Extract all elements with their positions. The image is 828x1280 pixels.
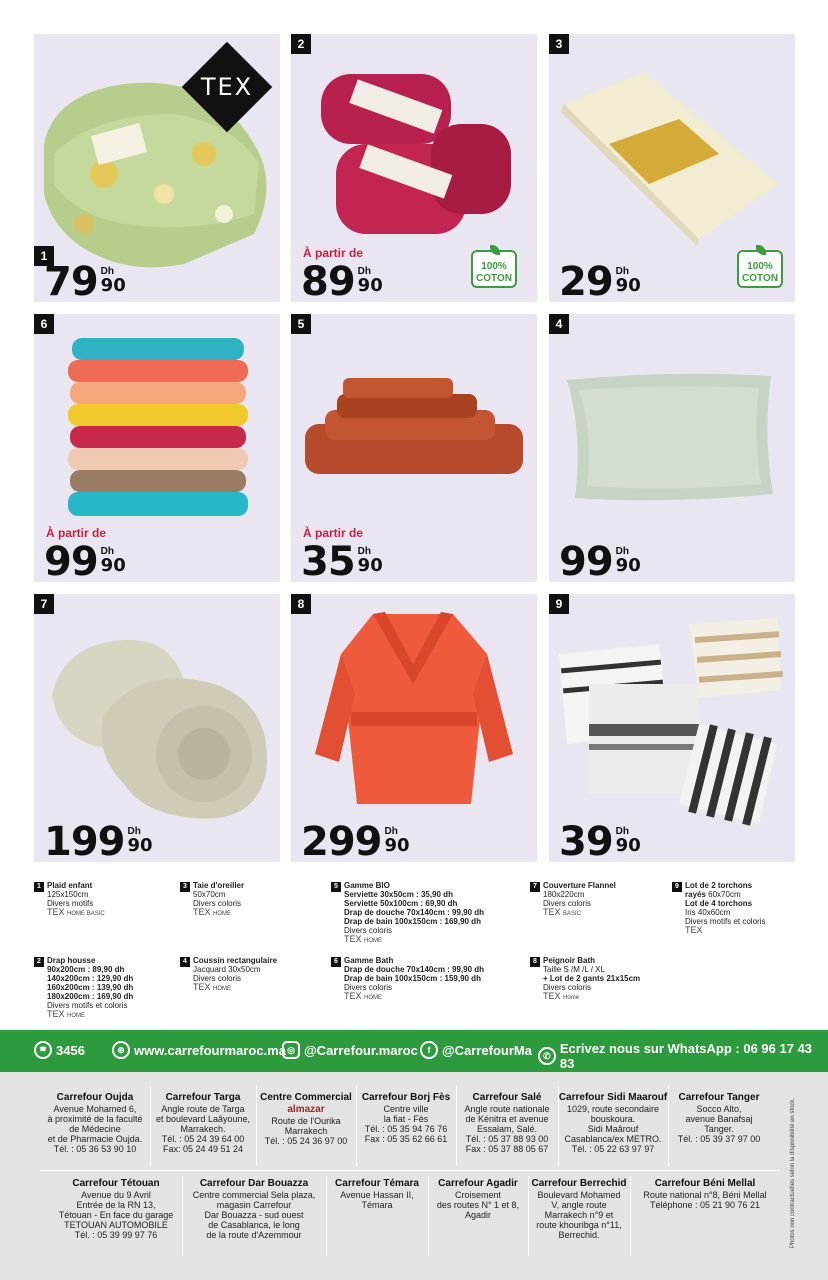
product-number: 5 xyxy=(291,314,311,334)
store-beni-mellal: Carrefour Béni Mellal Route national n°8, Béni Mellal Téléphone : 05 21 90 76 21 xyxy=(643,1178,767,1210)
price: 29 Dh 90 xyxy=(559,259,641,305)
product-number: 3 xyxy=(549,34,569,54)
store-tetouan: Carrefour Tétouan Avenue du 9 Avril Entrée de la RN 13, Tétouan - En face du garage TETOUAN AUTOMOBILE Tél. : 05 39 99 97 76 xyxy=(58,1178,174,1240)
globe-icon: ⊕ xyxy=(112,1041,130,1059)
instagram-icon: ◎ xyxy=(282,1041,300,1059)
product-card-2[interactable] xyxy=(291,34,537,305)
product-number: 8 xyxy=(291,594,311,614)
whatsapp-link[interactable]: ✆ Ecrivez nous sur WhatsApp : 06 96 17 43 83 xyxy=(538,1041,828,1071)
price: 35 Dh 90 xyxy=(301,539,383,585)
product-desc-7: 7 Couverture Flannel 180x220cm Divers coloris TEX BASIC xyxy=(530,881,670,919)
store-borj-fes: Carrefour Borj Fès Centre ville la fiat - Fès Tél. : 05 35 94 76 76 Fax : 05 35 62 66 61 xyxy=(361,1092,451,1144)
tex-logo: TEX xyxy=(182,42,272,132)
phone-icon: ☎ xyxy=(34,1041,52,1059)
product-number: 9 xyxy=(549,594,569,614)
store-dar-bouazza: Carrefour Dar Bouazza Centre commercial Sela plaza, magasin Carrefour Dar Bouazza - sud ouest de Casablanca, le long de la route d'Azemmour xyxy=(192,1178,316,1240)
store-sidi-maarouf: Carrefour Sidi Maarouf 1029, route secondaire bouskoura. Sidi Maârouf Casablanca/ex METRO. Tél. : 05 22 63 97 97 xyxy=(558,1092,668,1154)
price: 79 Dh 90 xyxy=(44,259,126,305)
whatsapp-icon: ✆ xyxy=(538,1047,556,1065)
product-desc-1: 1 Plaid enfant 125x150cm Divers motifs TEX HOME BASIC xyxy=(34,881,174,919)
store-targa: Carrefour Targa Angle route de Targa et boulevard Laâyoune, Marrakech. Tél. : 05 24 39 64 00 Fax: 05 24 49 51 24 xyxy=(155,1092,251,1154)
store-sale: Carrefour Salé Angle route nationale de Kénitra et avenue Essalam, Salé. Tél. : 05 37 88 93 00 Fax : 05 37 88 05 67 xyxy=(464,1092,550,1154)
product-card-5[interactable] xyxy=(291,314,537,585)
product-card-8[interactable] xyxy=(291,594,537,865)
product-card-9[interactable] xyxy=(549,594,795,865)
from-label: À partir de xyxy=(303,526,364,540)
product-desc-2: 2 Drap housse 90x200cm : 89,90 dh 140x200cm : 129,90 dh 160x200cm : 139,90 dh 180x200cm : 169,90 dh Divers motifs et coloris TEX HOME xyxy=(34,956,174,1021)
store-almazar: Centre Commercial almazar Route de l'Ourika Marrakech Tél. : 05 24 36 97 00 xyxy=(260,1092,352,1146)
store-oujda: Carrefour Oujda Avenue Mohamed 6, à proximité de la faculté de Médecine et de Pharmacie Oujda. Tél. : 05 36 53 90 10 xyxy=(47,1092,143,1154)
product-number: 4 xyxy=(549,314,569,334)
disclaimer: Photos non contractuelles selon la disponibilité en stock. xyxy=(790,1097,796,1248)
from-label: À partir de xyxy=(303,246,364,260)
facebook-icon: f xyxy=(420,1041,438,1059)
product-number: 7 xyxy=(34,594,54,614)
product-desc-4: 4 Coussin rectangulaire Jacquard 30x50cm Divers coloris TEX HOME xyxy=(180,956,320,994)
product-desc-8: 8 Peignoir Bath Taille S /M /L / XL + Lot de 2 gants 21x15cm Divers coloris TEX Home xyxy=(530,956,670,1003)
instagram-link[interactable]: ◎ @Carrefour.maroc xyxy=(282,1041,418,1059)
product-card-6[interactable] xyxy=(34,314,280,585)
product-card-4[interactable] xyxy=(549,314,795,585)
price: 199 Dh 90 xyxy=(44,819,153,865)
store-tanger: Carrefour Tanger Socco Alto, avenue Banafsaj Tanger. Tél. : 05 39 37 97 00 xyxy=(677,1092,761,1144)
store-berrechid: Carrefour Berrechid Boulevard Mohamed V, angle route Marrakech n°9 et route khouribga n°11, Berrechid. xyxy=(531,1178,627,1240)
product-number: 2 xyxy=(291,34,311,54)
price: 299 Dh 90 xyxy=(301,819,410,865)
cotton-badge: 100% COTON xyxy=(737,250,783,288)
product-desc-5: 5 Gamme BIO Serviette 30x50cm : 35,90 dh Serviette 50x100cm : 69,90 dh Drap de douche 70x140cm : 99,90 dh Drap de bain 100x150cm : 169,90 dh Divers coloris TEX HOME xyxy=(331,881,511,946)
cotton-badge: 100% COTON xyxy=(471,250,517,288)
product-desc-3: 3 Taie d'oreiller 50x70cm Divers coloris TEX HOME xyxy=(180,881,320,919)
product-number: 6 xyxy=(34,314,54,334)
price: 39 Dh 90 xyxy=(559,819,641,865)
store-temara: Carrefour Témara Avenue Hassan II, Témara xyxy=(335,1178,419,1210)
facebook-link[interactable]: f @CarrefourMa xyxy=(420,1041,532,1059)
product-card-7[interactable] xyxy=(34,594,280,865)
contact-bar xyxy=(0,1030,828,1072)
price: 99 Dh 90 xyxy=(559,539,641,585)
product-desc-9: 9 Lot de 2 torchons rayés 60x70cm Lot de 4 torchons Iris 40x60cm Divers motifs et coloris TEX xyxy=(672,881,792,935)
product-card-3[interactable] xyxy=(549,34,795,305)
website-link[interactable]: ⊕ www.carrefourmaroc.ma xyxy=(112,1041,286,1059)
product-desc-6: 6 Gamme Bath Drap de douche 70x140cm : 99,90 dh Drap de bain 100x150cm : 159,90 dh Divers coloris TEX HOME xyxy=(331,956,511,1003)
price: 89 Dh 90 xyxy=(301,259,383,305)
store-agadir: Carrefour Agadir Croisement des routes N° 1 et 8, Agadir xyxy=(436,1178,520,1220)
product-card-1[interactable] xyxy=(34,34,280,305)
price: 99 Dh 90 xyxy=(44,539,126,585)
from-label: À partir de xyxy=(46,526,107,540)
hotline[interactable]: ☎ 3456 xyxy=(34,1041,85,1059)
product-number: 1 xyxy=(34,246,54,266)
